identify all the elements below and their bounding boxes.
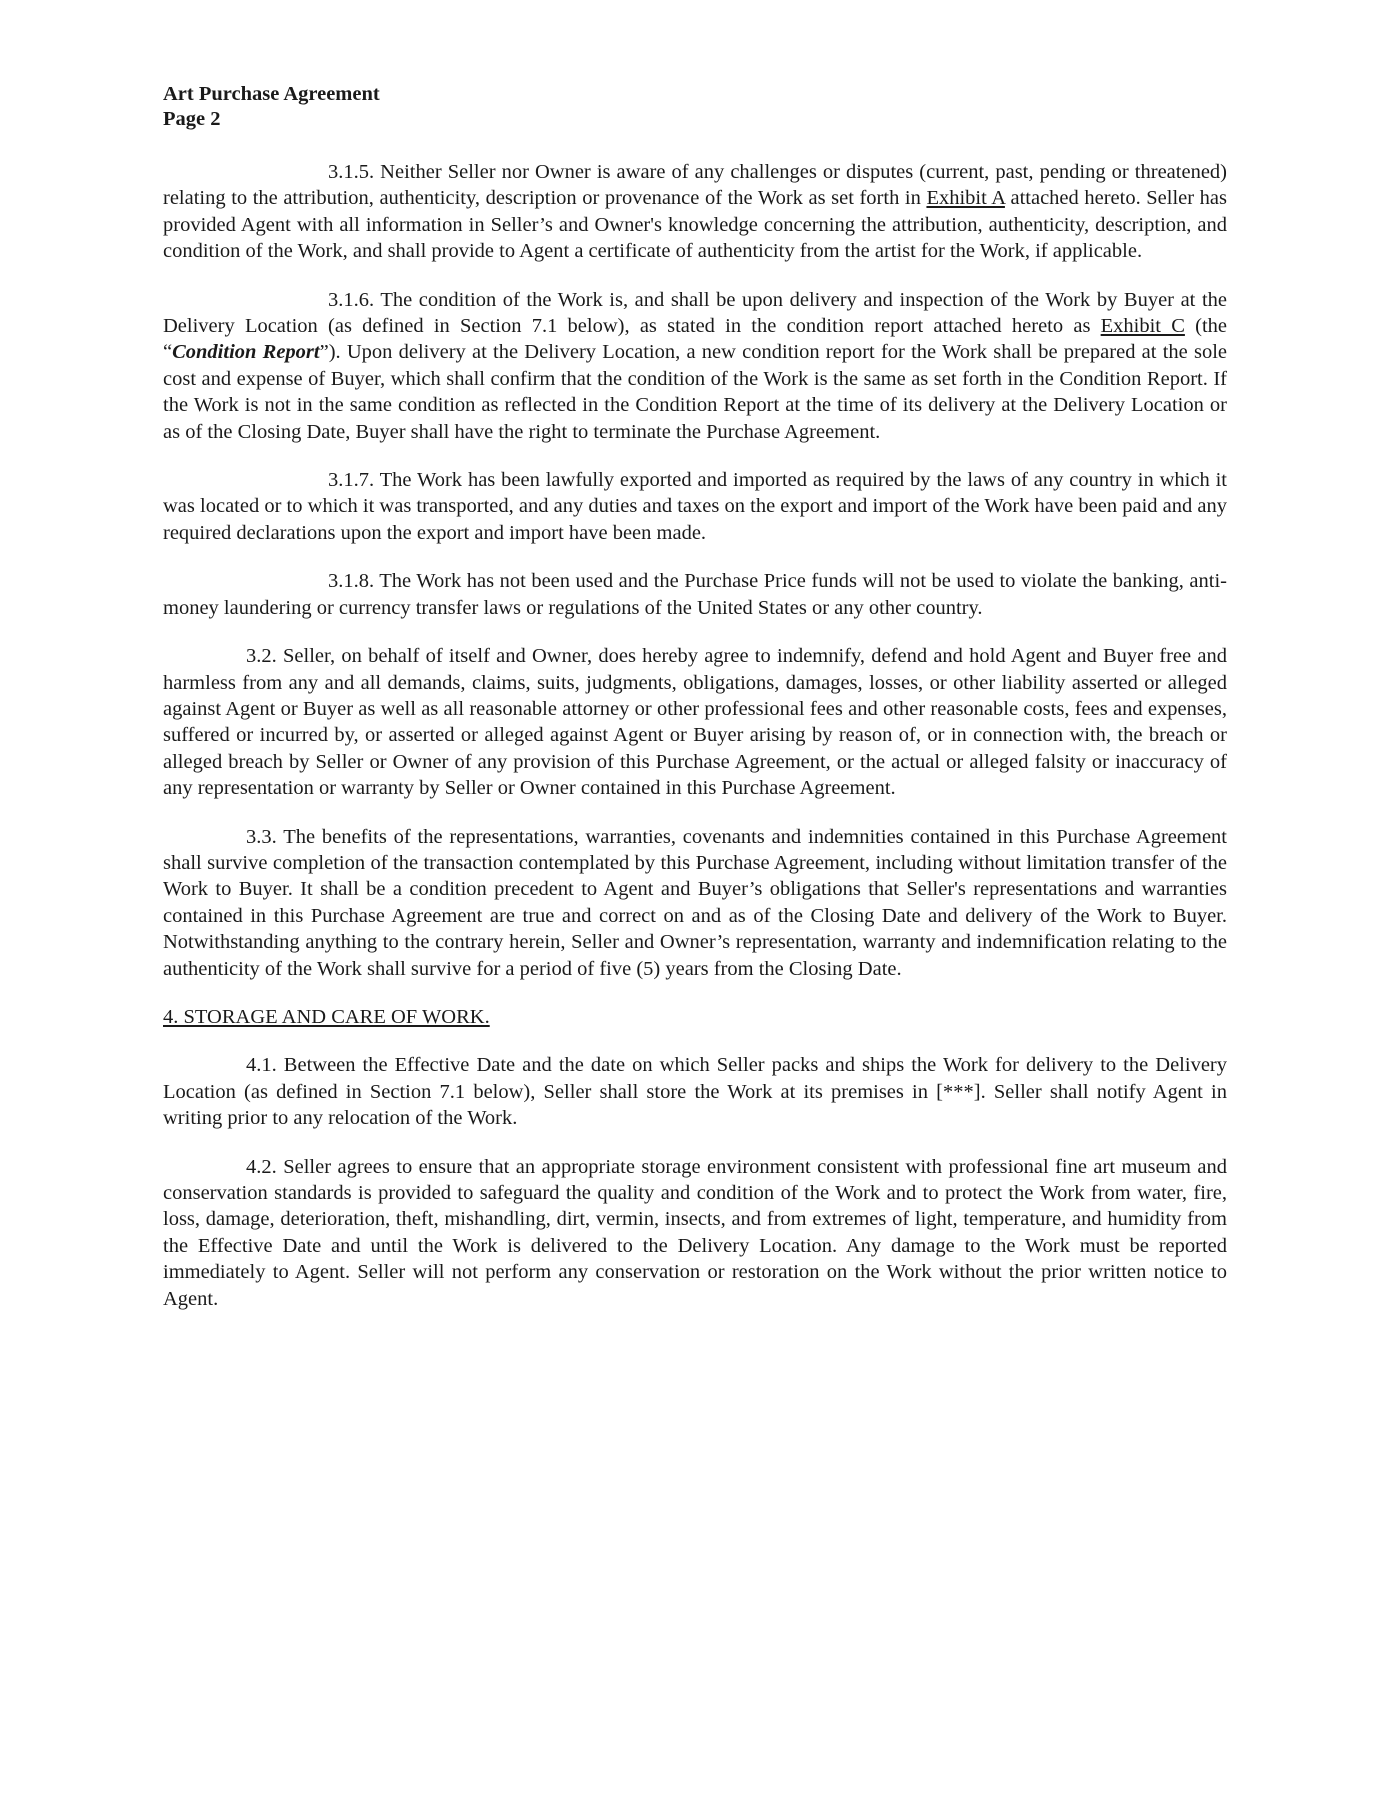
paragraph-text: ”). Upon delivery at the Delivery Location, a new condition report for the Work shall be prepared at the sole cost and expense of Buyer, which shall confirm that the condition of the Work is the same as set forth in the Condition Report. If the Work is not in the same condition as reflected in the Condition Report at the time of its delivery at the Delivery Location or as of the Closing Date, Buyer shall have the right to terminate the Purchase Agreement. — [163, 341, 1227, 443]
exhibit-c-reference: Exhibit C — [1100, 315, 1185, 338]
document-title: Art Purchase Agreement — [163, 83, 380, 105]
paragraph-4-2: 4.2. Seller agrees to ensure that an appropriate storage environment consistent with professional fine art museum and conservation standards is provided to safeguard the quality and condition of the Work and to protect the Work from water, fire, loss, damage, deterioration, theft, mishandling, dirt, vermin, insects, and from extremes of light, temperature, and humidity from the Effective Date and until the Work is delivered to the Delivery Location. Any damage to the Work must be reported immediately to Agent. Seller will not perform any conservation or restoration on the Work without the prior written notice to Agent. — [163, 1155, 1227, 1310]
paragraph-4-1: 4.1. Between the Effective Date and the date on which Seller packs and ships the Work for delivery to the Delivery Location (as defined in Section 7.1 below), Seller shall store the Work at its premises in [***]. Seller shall notify Agent in writing prior to any relocation of the Work. — [163, 1054, 1227, 1130]
page-number-label: Page 2 — [163, 108, 221, 130]
paragraph-text: 3.1.6. The condition of the Work is, and shall be upon delivery and inspection of the Work by Buyer at the Delivery Location (as defined in Section 7.1 below), as stated in the condition report attached hereto as — [163, 288, 1227, 338]
paragraph-text: (the “ — [163, 315, 1227, 364]
defined-term-condition-report: Condition Report — [172, 341, 320, 364]
paragraph-3-1-8: 3.1.8. The Work has not been used and the Purchase Price funds will not be used to violate the banking, anti-money laundering or currency transfer laws or regulations of the United States or any other country. — [163, 570, 1227, 619]
section-4-heading: 4. STORAGE AND CARE OF WORK. — [163, 1005, 490, 1028]
paragraph-3-2: 3.2. Seller, on behalf of itself and Owner, does hereby agree to indemnify, defend and hold Agent and Buyer free and harmless from any and all demands, claims, suits, judgments, obligations, damages, losses, or other liability asserted or alleged against Agent or Buyer as well as all reasonable attorney or other professional fees and other reasonable costs, fees and expenses, suffered or incurred by, or asserted or alleged against Agent or Buyer arising by reason of, or in connection with, the breach or alleged breach by Seller or Owner of any provision of this Purchase Agreement, or the actual or alleged falsity or inaccuracy of any representation or warranty by Seller or Owner contained in this Purchase Agreement. — [163, 645, 1227, 800]
exhibit-a-reference: Exhibit A — [926, 187, 1005, 210]
paragraph-text: 3.1.5. Neither Seller nor Owner is aware of any challenges or disputes (current, past, pending or threatened) relating to the attribution, authenticity, description or provenance of the Work as set forth in — [163, 161, 1227, 210]
paragraph-3-3: 3.3. The benefits of the representations, warranties, covenants and indemnities contained in this Purchase Agreement shall survive completion of the transaction contemplated by this Purchase Agreement, including without limitation transfer of the Work to Buyer. It shall be a condition precedent to Agent and Buyer’s obligations that Seller's representations and warranties contained in this Purchase Agreement are true and correct on and as of the Closing Date and delivery of the Work to Buyer. Notwithstanding anything to the contrary herein, Seller and Owner’s representation, warranty and indemnification relating to the authenticity of the Work shall survive for a period of five (5) years from the Closing Date. — [163, 825, 1227, 980]
paragraph-3-1-5 — [163, 159, 1227, 265]
document-body — [163, 159, 1227, 1312]
paragraph-3-1-7: 3.1.7. The Work has been lawfully exported and imported as required by the laws of any country in which it was located or to which it was transported, and any duties and taxes on the export and import of the Work have been paid and any required declarations upon the export and import have been made. — [163, 469, 1227, 544]
document-page — [163, 82, 1227, 1334]
paragraph-3-1-6 — [163, 287, 1227, 445]
paragraph-text: attached hereto. Seller has provided Agent with all information in Seller’s and Owner's knowledge concerning the attribution, authenticity, description, and condition of the Work, and shall provide to Agent a certificate of authenticity from the artist for the Work, if applicable. — [163, 187, 1228, 263]
